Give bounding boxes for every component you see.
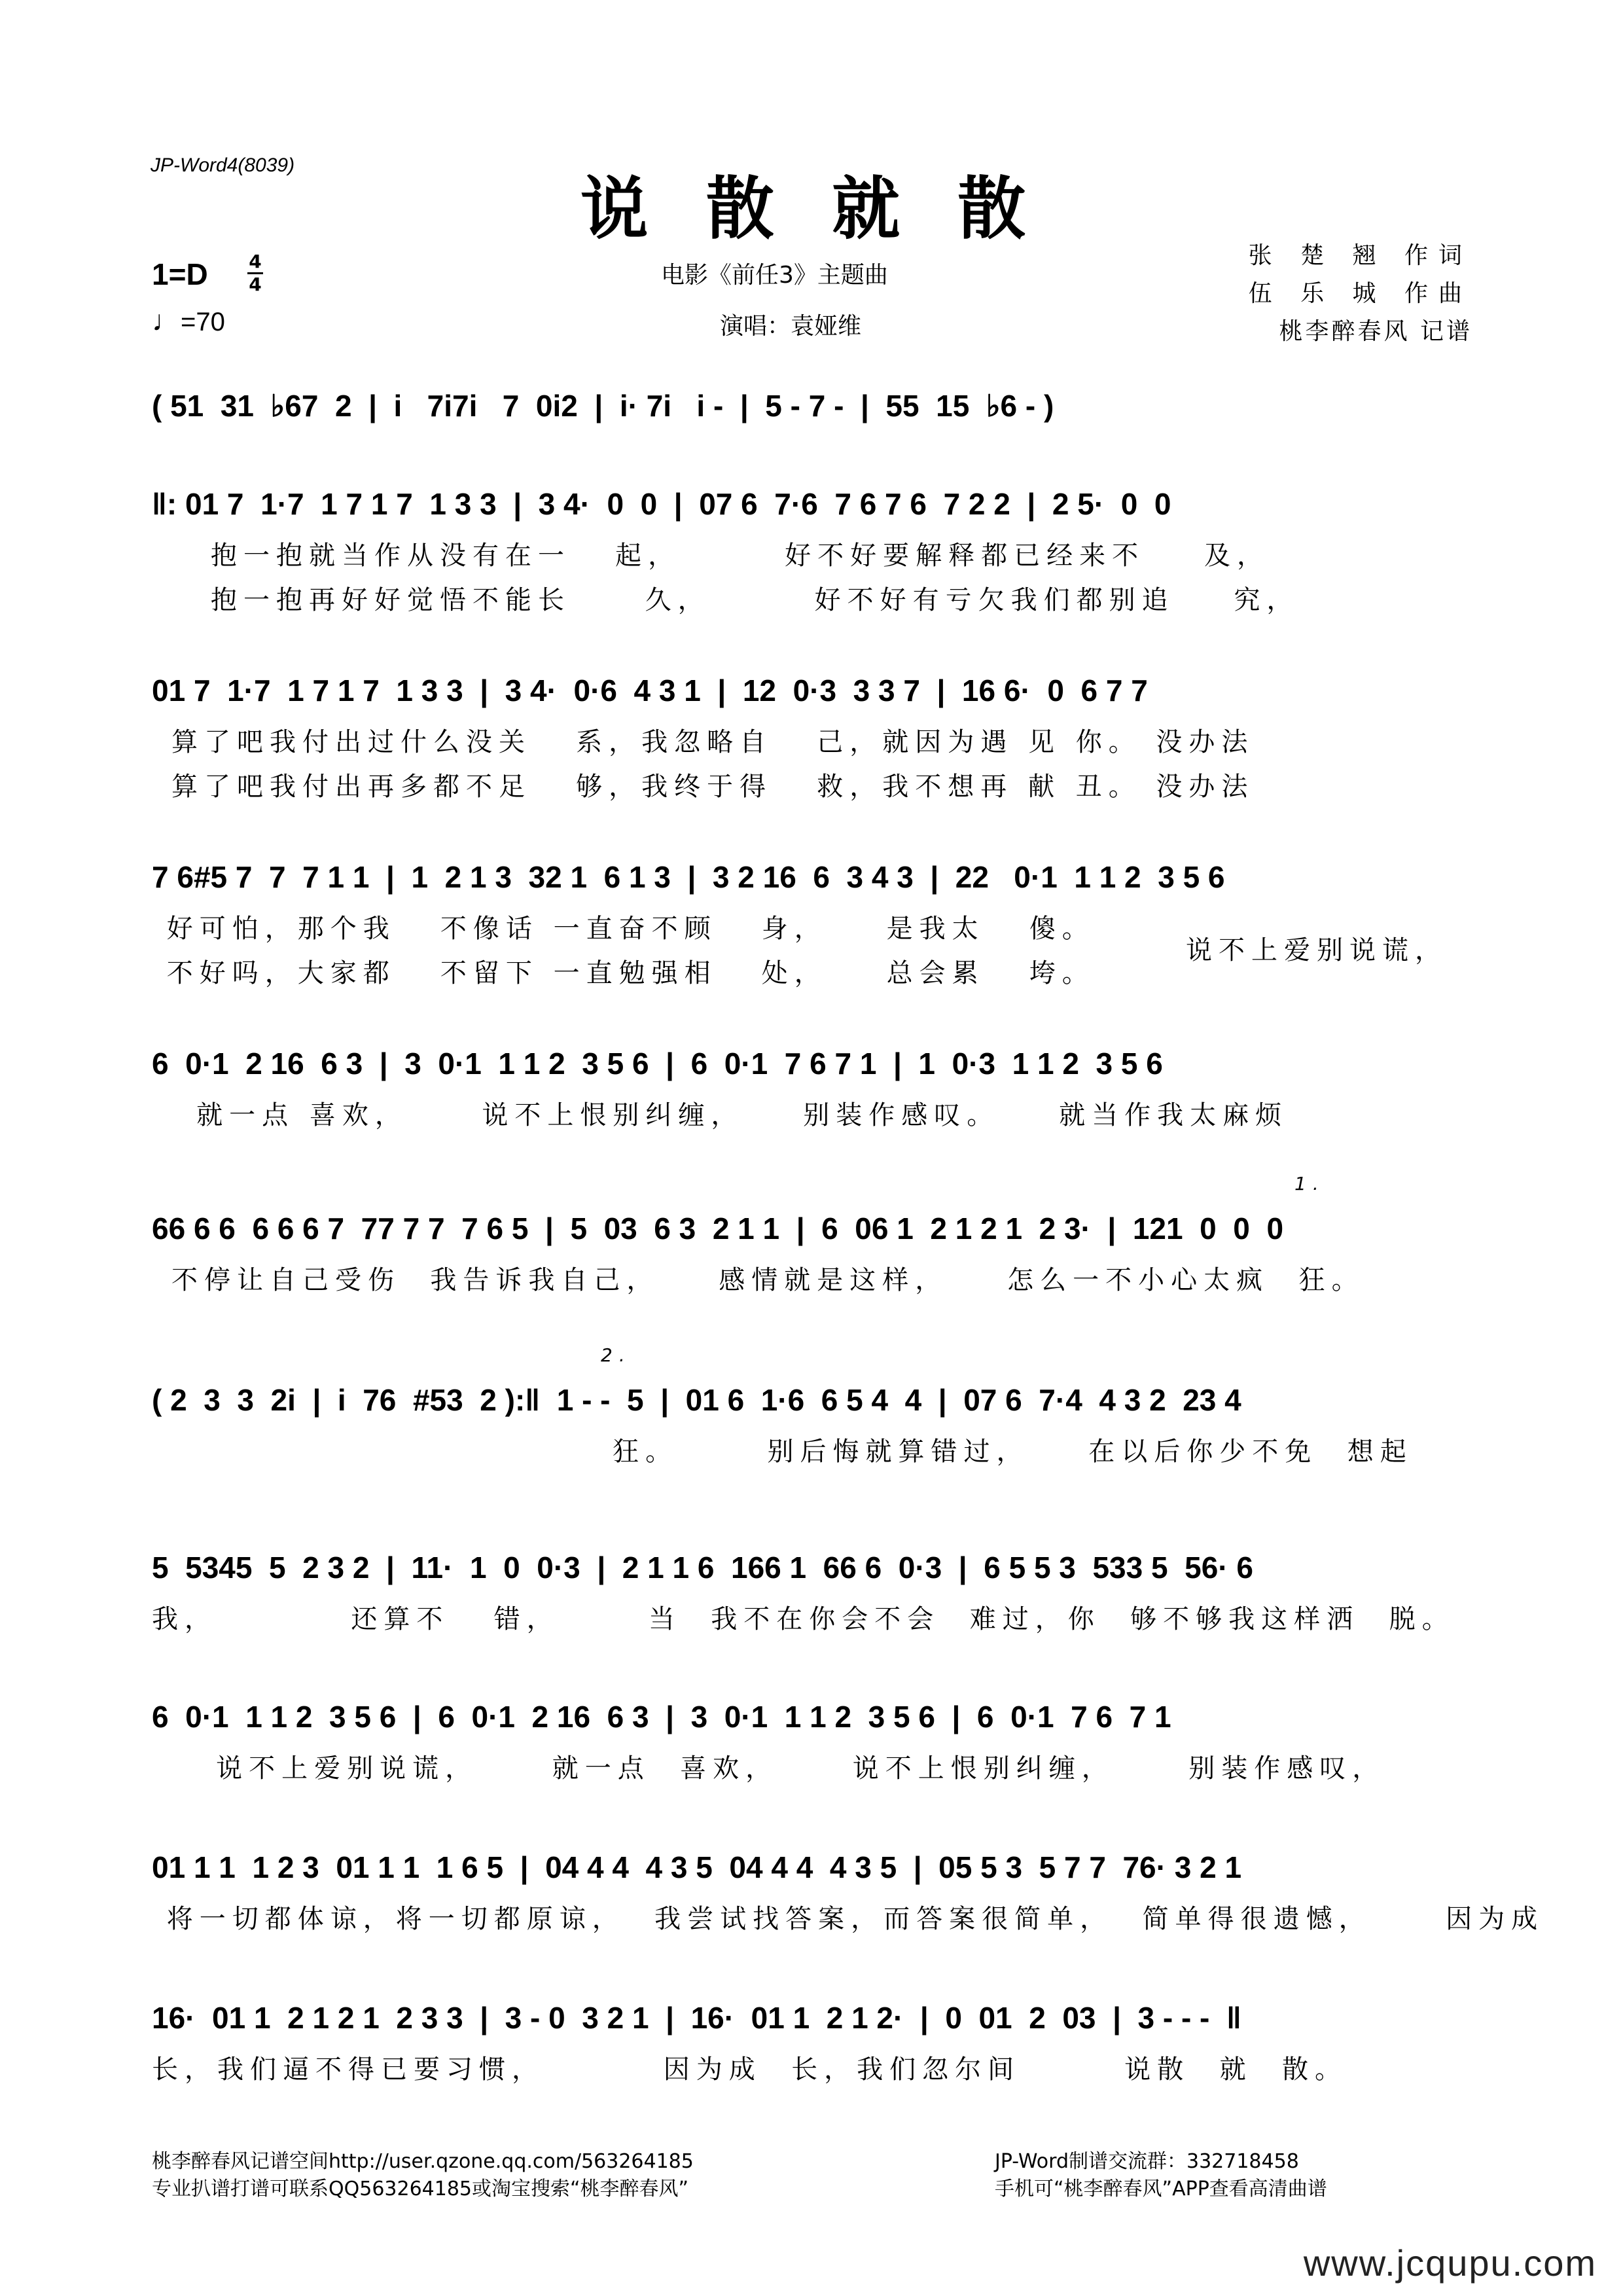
lyric-line-1: 不停让自己受伤 我告诉我自己， 感情就是这样， 怎么一不小心太疯 狂。: [171, 1265, 1364, 1295]
footer-left: [152, 2148, 694, 2203]
key-signature: 1=D: [152, 257, 208, 291]
time-signature-top: 4: [249, 251, 262, 272]
time-signature-bottom: 4: [249, 274, 262, 295]
score-row-10: [152, 1995, 1471, 2085]
footer-contact-qq: 专业扒谱打谱可联系QQ563264185或淘宝搜索“桃李醉春风”: [152, 2178, 689, 2200]
song-title: 说 散 就 散: [580, 169, 1043, 249]
notation-line: ( 51 31 ♭67 2 | i 7i7i 7 0i2 | i· 7i i - | 5 - 7 - | 55 15 ♭6 - ): [152, 389, 1054, 423]
notation-line: 16· 01 1 2 1 2 1 2 3 3 | 3 - 0 3 2 1 | 16· 01 1 2 1 2· | 0 01 2 03 | 3 - - - ‖: [152, 2001, 1241, 2035]
lyric-line-1: 好可怕，那个我 不像话 一直奋不顾 身， 是我太 傻。: [152, 914, 1095, 944]
composer: 伍 乐 城 作曲: [1248, 280, 1472, 307]
lyric-line-1: 说不上爱别说谎， 就一点 喜欢， 说不上恨别纠缠， 别装作感叹，: [171, 1753, 1385, 1784]
lyric-line-1: 就一点 喜欢， 说不上恨别纠缠， 别装作感叹。 就当作我太麻烦: [152, 1100, 1289, 1130]
footer-right: [995, 2148, 1327, 2203]
credits: [1249, 237, 1472, 351]
score-row-5: [152, 1173, 1471, 1295]
lyric-line-1: 抱一抱就当作从没有在一 起， 好不好要解释都已经来不 及，: [211, 541, 1270, 571]
subtitle: 电影《前任3》主题曲: [661, 262, 888, 289]
lyric-line-1: 我， 还算不 错， 当 我不在你会不会 难过，你 够不够我这样洒 脱。: [152, 1604, 1455, 1634]
tempo-value: =70: [181, 308, 225, 336]
watermark: www.jcqupu.com: [1303, 2242, 1597, 2284]
score-row-3: [152, 854, 1471, 988]
lyric-line-1: 长，我们逼不得已要习惯， 因为成 长，我们忽尔间 说散 就 散。: [152, 2054, 1348, 2085]
lyric-line-2: 抱一抱再好好觉悟不能长 久， 好不好有亏欠我们都别追 究，: [211, 585, 1300, 615]
notation-line: 66 6 6 6 6 6 7 77 7 7 7 6 5 | 5 03 6 3 2 1 1 | 6 06 1 2 1 2 1 2 3· | 121 0 0 0: [152, 1211, 1284, 1246]
notation-line: ( 2 3 3 2i | i 76 #53 2 ):‖ 1 - - 5 | 01 6 1·6 6 5 4 4 | 07 6 7·4 4 3 2 23 4: [152, 1383, 1241, 1417]
score-row-1: [152, 481, 1471, 615]
notation-line: 01 7 1·7 1 7 1 7 1 3 3 | 3 4· 0·6 4 3 1 | 12 0·3 3 3 7 | 16 6· 0 6 7 7: [152, 673, 1148, 708]
footer-group: JP-Word制谱交流群：332718458: [995, 2150, 1299, 2173]
footer-app: 手机可“桃李醉春风”APP查看高清曲谱: [995, 2178, 1327, 2200]
software-label: JP-Word4(8039): [151, 154, 295, 176]
volta-2: 2.: [601, 1344, 632, 1366]
notation-line: 5 5345 5 2 3 2 | 11· 1 0 0·3 | 2 1 1 6 166 1 66 6 0·3 | 6 5 5 3 533 5 56· 6: [152, 1551, 1253, 1585]
time-signature: [247, 251, 263, 295]
notation-line: 6 0·1 2 16 6 3 | 3 0·1 1 1 2 3 5 6 | 6 0·1 7 6 7 1 | 1 0·3 1 1 2 3 5 6: [152, 1047, 1163, 1081]
score-row-9: [152, 1844, 1544, 1934]
notation-line: ‖: 01 7 1·7 1 7 1 7 1 3 3 | 3 4· 0 0 | 07 6 7·6 7 6 7 6 7 2 2 | 2 5· 0 0: [152, 487, 1171, 521]
quarter-note-icon: ♩: [152, 305, 181, 337]
notation-line: 6 0·1 1 1 2 3 5 6 | 6 0·1 2 16 6 3 | 3 0·1 1 1 2 3 5 6 | 6 0·1 7 6 7 1: [152, 1700, 1171, 1734]
lyric-line-1: 将一切都体谅，将一切都原谅， 我尝试找答案，而答案很简单， 简单得很遗憾， 因为成: [152, 1904, 1544, 1934]
singer: 演唱：袁娅维: [720, 313, 862, 340]
score-row-8: [152, 1694, 1471, 1784]
transcriber: 桃李醉春风 记谱: [1279, 318, 1472, 345]
score-row-4: [152, 1041, 1471, 1130]
lyric-line-2: 不好吗，大家都 不留下 一直勉强相 处， 总会累 垮。: [152, 958, 1095, 988]
footer-contact-url: 桃李醉春风记谱空间http://user.qzone.qq.com/563264185: [152, 2150, 694, 2173]
side-lyric: 说不上爱别说谎，: [1186, 935, 1448, 965]
score-row-intro: [152, 383, 1471, 429]
volta-1: 1.: [1294, 1173, 1325, 1194]
tempo-marking: [152, 305, 225, 338]
lyric-line-2: 算了吧我付出再多都不足 够，我终于得 救，我不想再 献 丑。 没办法: [171, 772, 1255, 802]
score-row-6: [152, 1344, 1471, 1467]
score-row-2: [152, 668, 1471, 802]
lyric-line-1: 算了吧我付出过什么没关 系，我忽略自 己，就因为遇 见 你。 没办法: [171, 727, 1255, 757]
notation-line: 7 6#5 7 7 7 1 1 | 1 2 1 3 32 1 6 1 3 | 3 2 16 6 3 4 3 | 22 0·1 1 1 2 3 5 6: [152, 860, 1225, 894]
score-row-7: [152, 1545, 1471, 1634]
lyricist: 张 楚 翘 作词: [1248, 242, 1472, 269]
notation-line: 01 1 1 1 2 3 01 1 1 1 6 5 | 04 4 4 4 3 5 04 4 4 4 3 5 | 05 5 3 5 7 7 76· 3 2 1: [152, 1850, 1242, 1884]
lyric-line-1: 狂。 别后悔就算错过， 在以后你少不免 想起: [152, 1437, 1413, 1467]
